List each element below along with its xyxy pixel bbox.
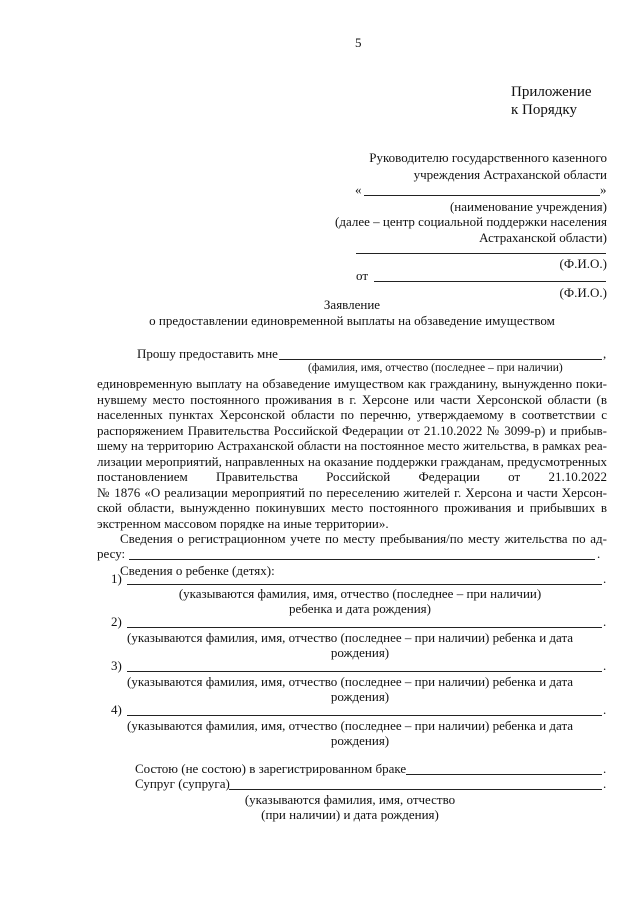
fio-hint-1: (Ф.И.О.)	[559, 256, 607, 271]
fio-field-2[interactable]	[374, 281, 606, 282]
child-field-1[interactable]	[127, 584, 602, 585]
child-number: 3)	[111, 658, 122, 673]
child-hint: (указываются фамилия, имя, отчество (последнее – при наличии) ребенка и дата	[127, 718, 574, 733]
from-label: от	[356, 268, 369, 283]
quote-close: »	[600, 182, 607, 197]
child-hint: (указываются фамилия, имя, отчество (последнее – при наличии)	[178, 586, 542, 601]
appendix-subtitle: к Порядку	[511, 102, 577, 118]
applicant-name-hint: (фамилия, имя, отчество (последнее – при наличии)	[308, 362, 563, 374]
request-body-line: шему на территорию Астраханской области на постоянное место жительства, в рамках реа-	[97, 438, 607, 453]
request-body-line: № 1876 «О реализации мероприятий по переселению жителей г. Херсона и части Херсон-	[97, 485, 607, 500]
child-number: 1)	[111, 571, 122, 586]
addressee-line-2: учреждения Астраханской области	[413, 167, 607, 182]
child-field-3[interactable]	[127, 671, 602, 672]
spouse-hint: (при наличии) и дата рождения)	[261, 807, 439, 822]
request-body-line: экстренном массовом порядке на иные территории».	[97, 516, 389, 531]
marriage-dot: .	[603, 761, 607, 776]
registration-text: Сведения о регистрационном учете по месту пребывания/по месту жительства по ад-	[120, 531, 607, 546]
child-dot: .	[603, 571, 607, 586]
marriage-status-label: Состою (не состою) в зарегистрированном браке	[135, 761, 407, 776]
child-dot: .	[603, 702, 607, 717]
child-field-4[interactable]	[127, 715, 602, 716]
request-body-line: населенных пунктах Херсонской области по перечню, утверждаемому в соответствии с	[97, 407, 607, 422]
children-heading: Сведения о ребенке (детях):	[120, 563, 275, 578]
spouse-label: Супруг (супруга)	[135, 776, 230, 791]
spouse-hint: (указываются фамилия, имя, отчество	[244, 792, 456, 807]
page-number: 5	[355, 35, 362, 50]
spouse-field[interactable]	[229, 789, 602, 790]
quote-open: «	[355, 182, 362, 197]
institution-name-field[interactable]	[364, 195, 600, 196]
child-hint: рождения)	[330, 733, 390, 748]
child-number: 4)	[111, 702, 122, 717]
registration-text-end: ресу:	[97, 546, 126, 561]
child-hint: ребенка и дата рождения)	[289, 601, 431, 616]
registration-dot: .	[597, 546, 601, 561]
request-body-line: ской области, вынужденно покинувших место постоянного проживания и прибывших в	[97, 500, 607, 515]
child-dot: .	[603, 658, 607, 673]
fio-field-1[interactable]	[356, 253, 606, 254]
request-body-line: лизации мероприятий, направленных на оказание поддержки гражданам, предусмотренных	[97, 454, 607, 469]
institution-hint: (наименование учреждения)	[449, 199, 607, 214]
document-title: Заявление	[323, 297, 381, 312]
applicant-name-field[interactable]	[279, 359, 602, 360]
child-hint: рождения)	[330, 689, 390, 704]
child-hint: (указываются фамилия, имя, отчество (последнее – при наличии) ребенка и дата	[127, 630, 574, 645]
child-dot: .	[603, 614, 607, 629]
appendix-title: Приложение	[511, 84, 592, 100]
child-field-2[interactable]	[127, 627, 602, 628]
child-hint: рождения)	[330, 645, 390, 660]
fio-hint-2: (Ф.И.О.)	[559, 285, 607, 300]
child-hint: (указываются фамилия, имя, отчество (последнее – при наличии) ребенка и дата	[127, 674, 574, 689]
child-number: 2)	[111, 614, 122, 629]
addressee-line-1: Руководителю государственного казенного	[369, 150, 607, 165]
addressee-line-3: (далее – центр социальной поддержки населения	[335, 214, 607, 229]
request-comma: ,	[603, 346, 607, 361]
request-body-line: единовременную выплату на обзаведение имуществом как гражданину, вынужденно поки-	[97, 376, 607, 391]
addressee-line-4: Астраханской области)	[479, 230, 607, 245]
document-subtitle: о предоставлении единовременной выплаты на обзаведение имуществом	[149, 313, 555, 328]
request-prefix: Прошу предоставить мне	[137, 346, 278, 361]
request-body-line: распоряжением Правительства Российской Федерации от 21.10.2022 № 3099-р) и прибыв-	[97, 423, 607, 438]
marriage-status-field[interactable]	[406, 774, 602, 775]
request-body-line: постановлением Правительства Российской Федерации от 21.10.2022	[97, 469, 607, 484]
request-body-line: нувшему место постоянного проживания в г. Херсоне или части Херсонской области (в	[97, 392, 607, 407]
registration-address-field[interactable]	[129, 559, 595, 560]
spouse-dot: .	[603, 776, 607, 791]
